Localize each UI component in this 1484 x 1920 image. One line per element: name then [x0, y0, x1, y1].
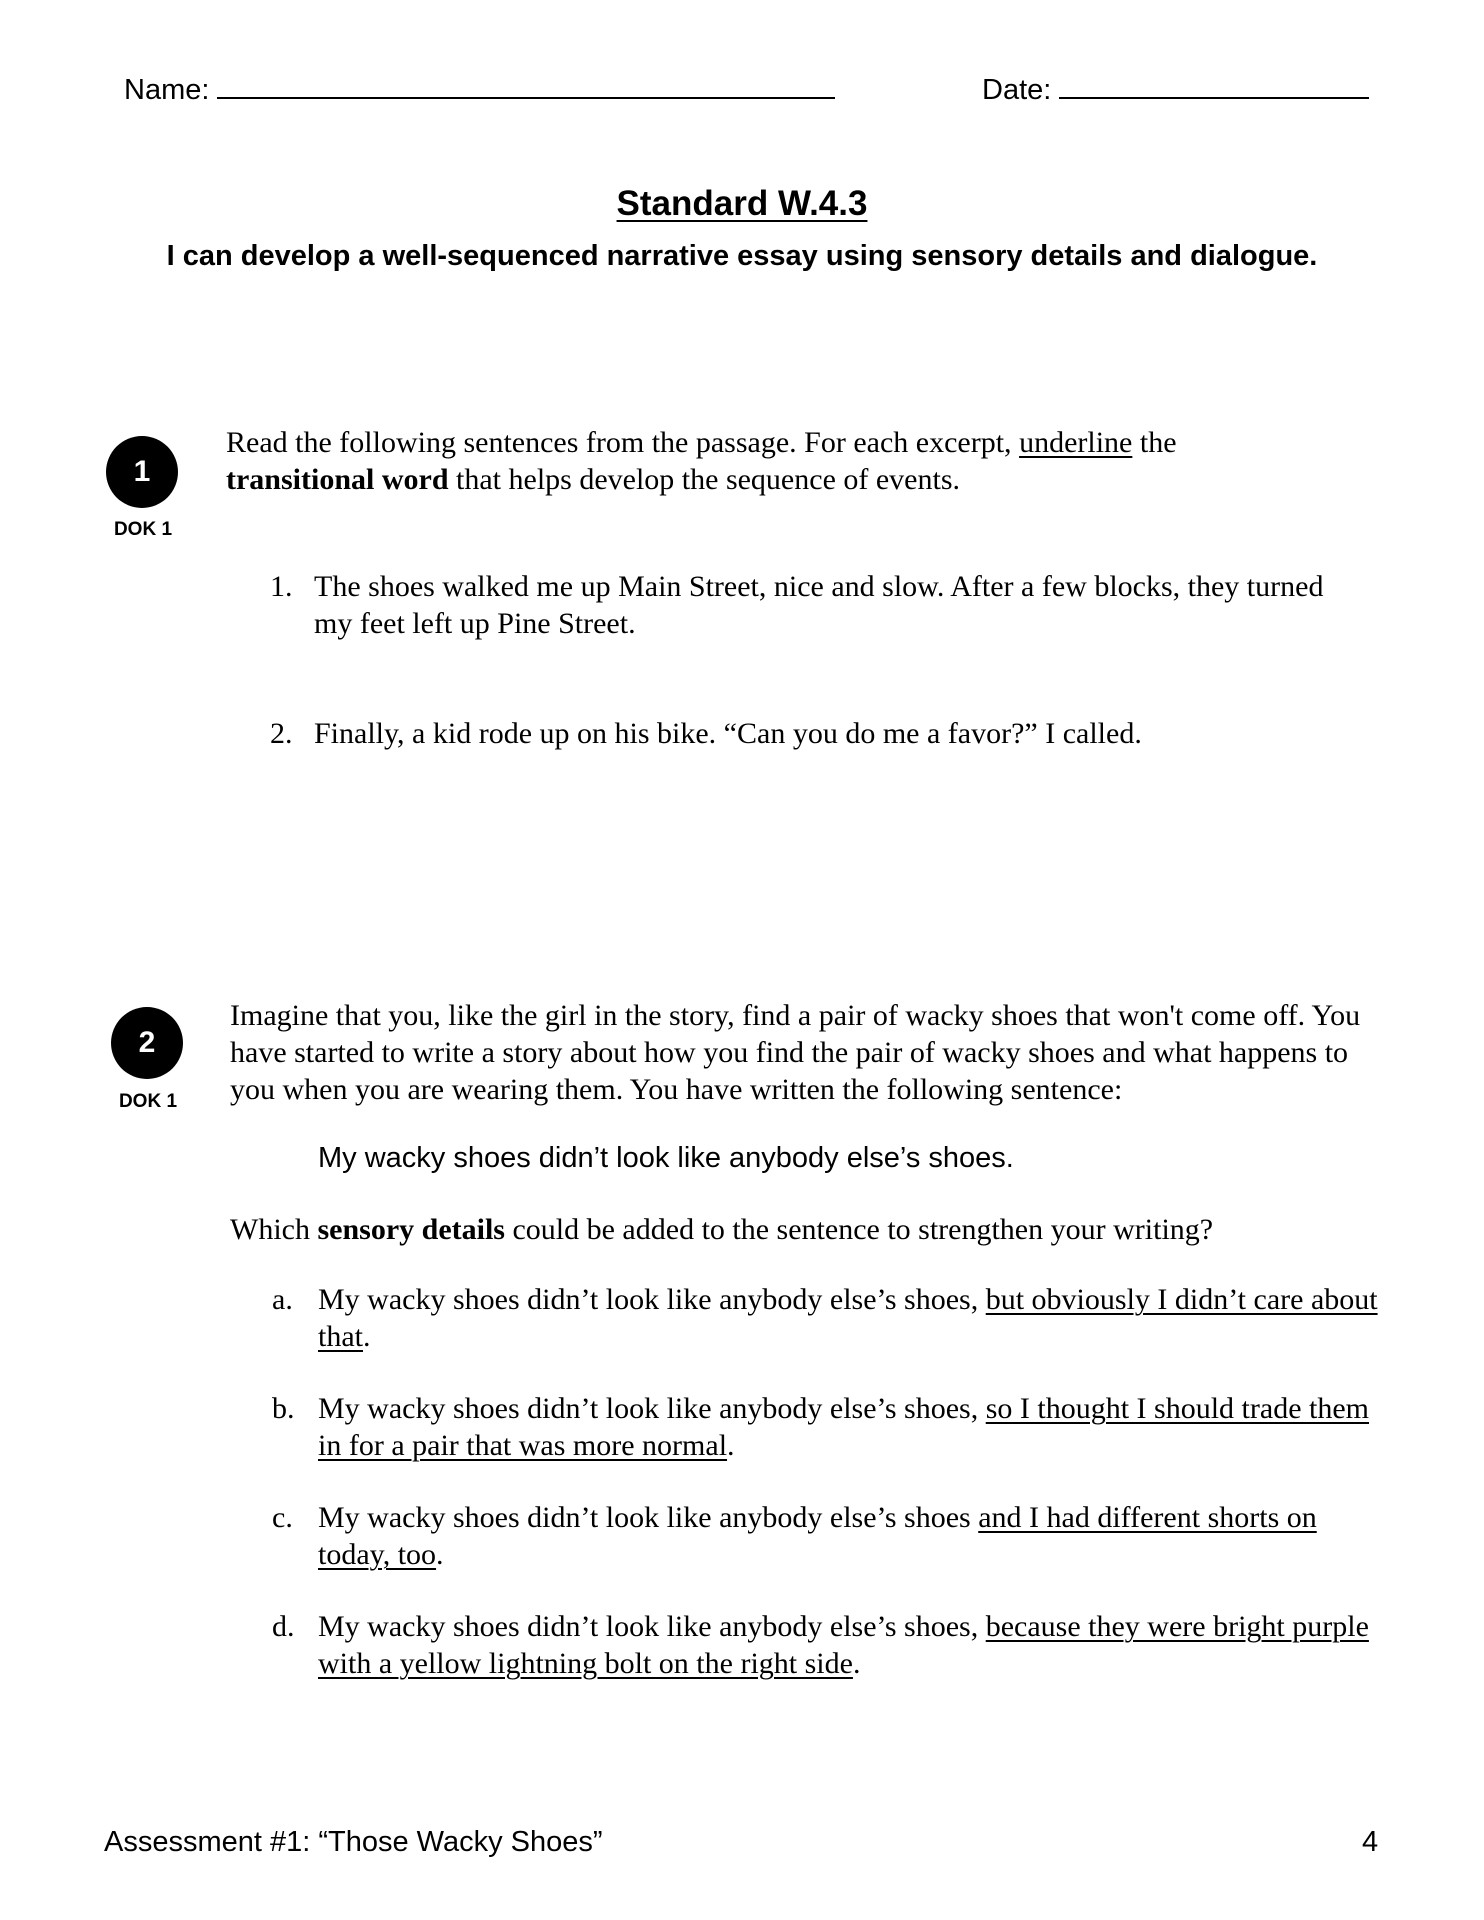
option-b[interactable] [318, 1390, 1378, 1464]
option-d-plain: My wacky shoes didn’t look like anybody else’s shoes, [318, 1610, 986, 1643]
option-b-underlined: so I thought I should trade them in for a pair that was more normal [318, 1392, 1369, 1462]
option-a-label: a. [272, 1283, 293, 1316]
option-d[interactable] [318, 1608, 1378, 1682]
q1-prompt-text-3: that helps develop the sequence of events. [448, 463, 961, 496]
question-2-prompt: Imagine that you, like the girl in the story, find a pair of wacky shoes that won't come off. You have started to write a story about how you find the pair of wacky shoes and what happens to you when you are wearing them. You have written the following sentence: [230, 999, 1361, 1106]
option-d-label: d. [272, 1610, 295, 1643]
standard-title-text: Standard W.4.3 [616, 184, 868, 223]
name-field[interactable] [124, 74, 835, 107]
option-b-plain: My wacky shoes didn’t look like anybody else’s shoes, [318, 1392, 986, 1425]
q1-prompt-underline-word: underline [1019, 426, 1133, 459]
q1-item-2-text[interactable]: Finally, a kid rode up on his bike. “Can you do me a favor?” I called. [314, 717, 1142, 750]
q2-question-text-2: could be added to the sentence to strengthen your writing? [504, 1213, 1214, 1246]
question-2-dok-level: DOK 1 [118, 1091, 178, 1112]
q1-prompt-text-2: the [1132, 426, 1177, 459]
option-c-end: . [436, 1538, 444, 1571]
q2-question-text-1: Which [230, 1213, 318, 1246]
question-1-prompt [226, 424, 1376, 498]
option-c-plain: My wacky shoes didn’t look like anybody else’s shoes [318, 1501, 979, 1534]
date-label: Date: [982, 74, 1052, 106]
option-b-label: b. [272, 1392, 295, 1425]
question-2-question [230, 1211, 1213, 1248]
option-d-underlined: because they were bright purple with a yellow lightning bolt on the right side [318, 1610, 1369, 1680]
option-a-end: . [363, 1320, 371, 1353]
question-1-number-badge: 1 [106, 436, 178, 508]
option-a-plain: My wacky shoes didn’t look like anybody else’s shoes, [318, 1283, 986, 1316]
option-b-end: . [727, 1429, 735, 1462]
option-d-end: . [852, 1647, 861, 1680]
question-2-number-badge: 2 [111, 1007, 183, 1079]
name-label: Name: [124, 74, 210, 106]
question-1-dok-level: DOK 1 [113, 519, 173, 540]
footer-page-number: 4 [1362, 1826, 1379, 1858]
standard-goal: I can develop a well-sequenced narrative essay using sensory details and dialogue. [166, 240, 1318, 272]
standard-title [0, 184, 1484, 224]
option-c-underlined: and I had different shorts on today, too [318, 1501, 1317, 1571]
q1-prompt-bold: transitional word [226, 463, 449, 496]
footer-assessment-title: Assessment #1: “Those Wacky Shoes” [104, 1826, 603, 1858]
q2-question-bold: sensory details [317, 1213, 505, 1246]
q1-item-1-number: 1. [270, 570, 293, 603]
name-blank-line[interactable] [217, 75, 835, 99]
option-c-label: c. [272, 1501, 293, 1534]
date-field[interactable] [982, 74, 1369, 107]
q1-item-2-number: 2. [270, 717, 293, 750]
option-a-underlined: but obviously I didn’t care about that [318, 1283, 1378, 1353]
question-2-example-sentence: My wacky shoes didn’t look like anybody else’s shoes. [318, 1142, 1014, 1174]
option-a[interactable] [318, 1281, 1378, 1355]
option-c[interactable] [318, 1499, 1378, 1573]
date-blank-line[interactable] [1059, 75, 1369, 99]
q1-item-1-text[interactable]: The shoes walked me up Main Street, nice and slow. After a few blocks, they turned my feet left up Pine Street. [314, 570, 1324, 640]
q1-prompt-text-1: Read the following sentences from the passage. For each excerpt, [226, 426, 1020, 459]
